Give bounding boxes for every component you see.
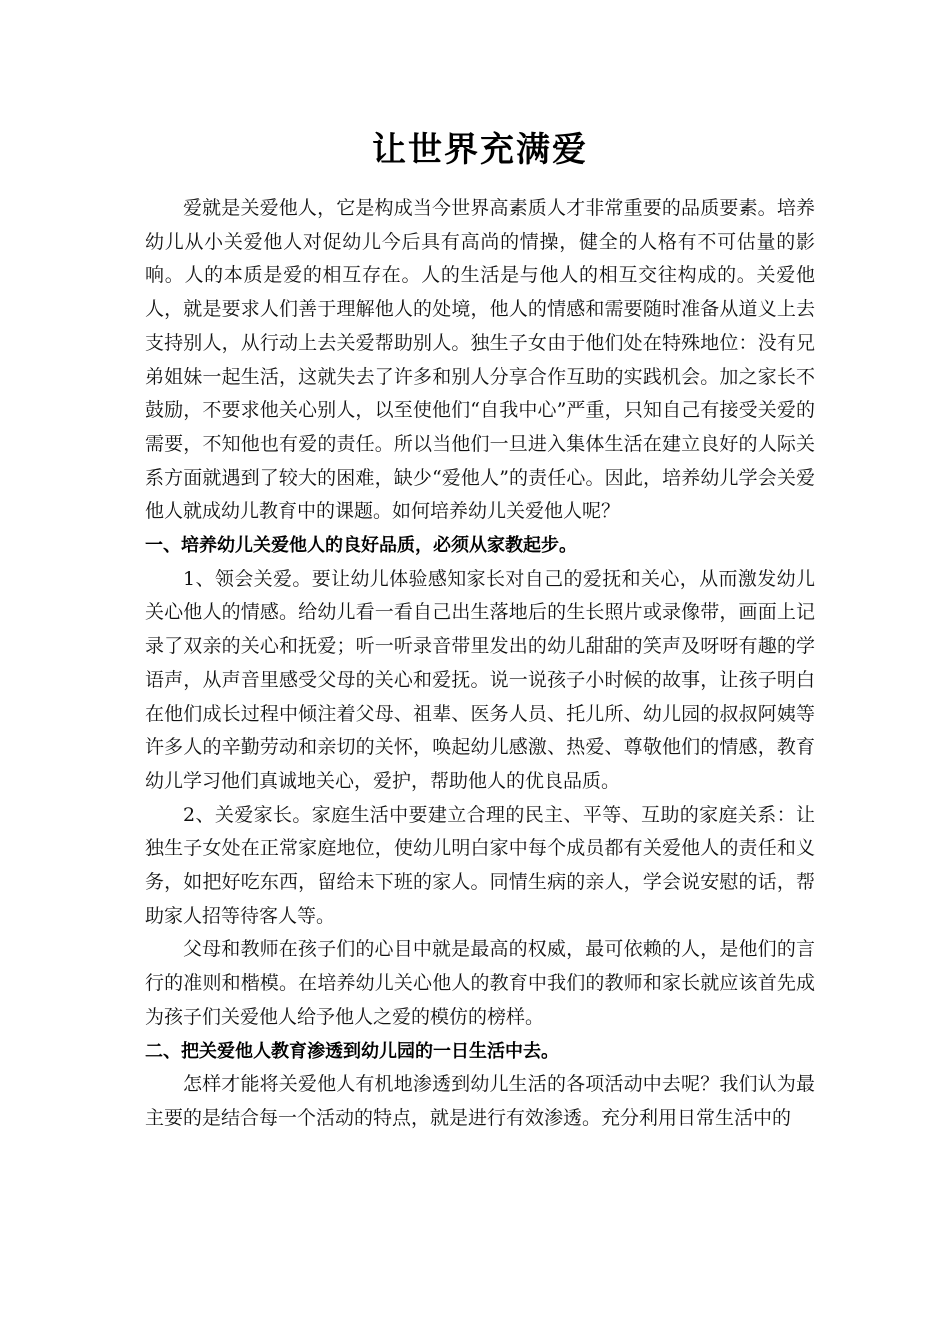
paragraph-care-for-parents: 2、关爱家长。家庭生活中要建立合理的民主、平等、互助的家庭关系：让独生子女处在正常家庭地位，使幼儿明白家中每个成员都有关爱他人的责任和义务，如把好吃东西，留给未下班的家人。同情生病的亲人，学会说安慰的话，帮助家人招等待客人等。 [145,803,815,927]
paragraph-daily-life: 怎样才能将关爱他人有机地渗透到幼儿生活的各项活动中去呢？我们认为最主要的是结合每一个活动的特点，就是进行有效渗透。充分利用日常生活中的 [145,1073,815,1129]
document-body [145,122,815,1136]
paragraph-understand-care: 1、领会关爱。要让幼儿体验感知家长对自己的爱抚和关心，从而激发幼儿关心他人的情感。给幼儿看一看自己出生落地后的生长照片或录像带，画面上记录了双亲的关心和抚爱；听一听录音带里发出的幼儿甜甜的笑声及呀呀有趣的学语声，从声音里感受父母的关心和爱抚。说一说孩子小时候的故事，让孩子明白在他们成长过程中倾注着父母、祖辈、医务人员、托儿所、幼儿园的叔叔阿姨等许多人的辛勤劳动和亲切的关怀，唤起幼儿感激、热爱、尊敬他们的情感，教育幼儿学习他们真诚地关心，爱护，帮助他人的优良品质。 [145,567,815,792]
document-title: 让世界充满爱 [372,130,588,170]
section-heading-2: 二、把关爱他人教育渗透到幼儿园的一日生活中去。 [145,1040,559,1062]
intro-paragraph: 爱就是关爱他人，它是构成当今世界高素质人才非常重要的品质要素。培养幼儿从小关爱他人对促幼儿今后具有高尚的情操，健全的人格有不可估量的影响。人的本质是爱的相互存在。人的生活是与他人的相互交往构成的。关爱他人，就是要求人们善于理解他人的处境，他人的情感和需要随时准备从道义上去支持别人，从行动上去关爱帮助别人。独生子女由于他们处在特殊地位：没有兄弟姐妹一起生活，这就失去了许多和别人分享合作互助的实践机会。加之家长不鼓励，不要求他关心别人，以至使他们“自我中心”严重，只知自己有接受关爱的需要，不知他也有爱的责任。所以当他们一旦进入集体生活在建立良好的人际关系方面就遇到了较大的困难，缺少“爱他人”的责任心。因此，培养幼儿学会关爱他人就成幼儿教育中的课题。如何培养幼儿关爱他人呢？ [145,197,815,523]
paragraph-role-models: 父母和教师在孩子们的心目中就是最高的权威，最可依赖的人，是他们的言行的准则和楷模。在培养幼儿关心他人的教育中我们的教师和家长就应该首先成为孩子们关爱他人给予他人之爱的模仿的榜样。 [145,938,815,1028]
section-heading-1: 一、培养幼儿关爱他人的良好品质，必须从家教起步。 [145,535,577,557]
